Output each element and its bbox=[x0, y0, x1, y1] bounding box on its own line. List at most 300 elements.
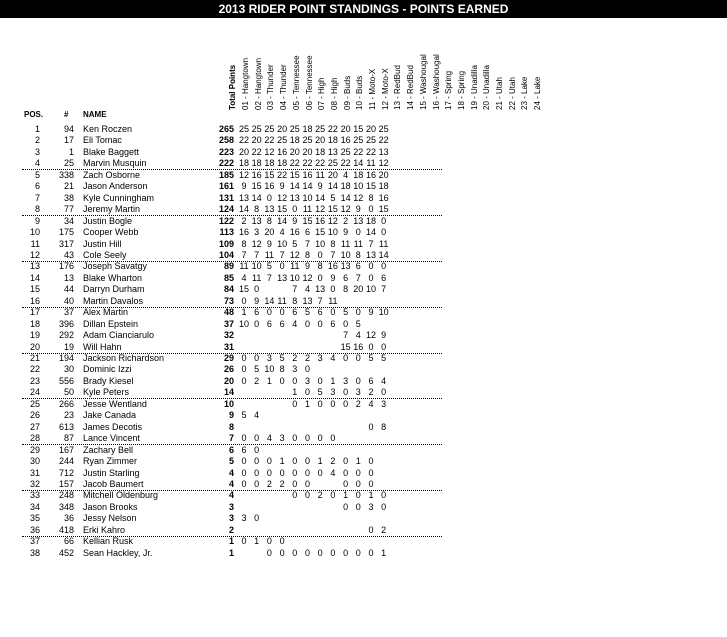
rider-position: 5 bbox=[34, 169, 40, 180]
event-points-cell: 22 bbox=[365, 146, 376, 157]
event-points-cell: 0 bbox=[381, 501, 387, 512]
rider-position: 9 bbox=[34, 215, 40, 226]
event-points-cell: 13 bbox=[378, 146, 389, 157]
event-points-cell: 25 bbox=[277, 135, 288, 146]
event-points-cell: 9 bbox=[368, 307, 374, 318]
event-points-cell: 0 bbox=[368, 524, 374, 535]
event-points-cell: 25 bbox=[238, 124, 249, 134]
event-points-cell: 11 bbox=[366, 158, 376, 169]
event-points-cell: 18 bbox=[378, 181, 389, 192]
rider-name: Jacob Baumert bbox=[83, 478, 144, 489]
event-points-cell: 4 bbox=[304, 284, 310, 295]
event-points-cell: 4 bbox=[241, 272, 247, 283]
rider-position: 16 bbox=[29, 295, 40, 306]
event-points-cell: 13 bbox=[315, 284, 326, 295]
event-points-cell: 1 bbox=[368, 490, 374, 501]
event-points-cell: 25 bbox=[289, 124, 300, 134]
event-points-cell: 0 bbox=[254, 456, 260, 467]
event-points-cell: 18 bbox=[365, 215, 376, 226]
event-points-cell: 9 bbox=[292, 215, 298, 226]
event-points-cell: 13 bbox=[264, 204, 275, 215]
event-header: 22 - Utah bbox=[507, 77, 517, 110]
rider-total-points: 222 bbox=[218, 158, 234, 169]
event-points-cell: 11 bbox=[264, 249, 275, 260]
event-points-cell: 5 bbox=[241, 410, 247, 421]
rider-number: 317 bbox=[58, 238, 74, 249]
rider-number: 17 bbox=[63, 135, 74, 146]
rider-position: 14 bbox=[29, 272, 40, 283]
event-points-cell: 1 bbox=[292, 387, 298, 398]
rider-total-points: 104 bbox=[218, 249, 234, 260]
event-points-cell: 2 bbox=[343, 215, 349, 226]
event-points-cell: 0 bbox=[279, 307, 285, 318]
event-points-cell: 16 bbox=[365, 169, 376, 180]
event-header: 01 - Hangtown bbox=[241, 57, 250, 110]
pos-header: POS. bbox=[24, 110, 44, 119]
rider-name: Cole Seely bbox=[83, 249, 127, 260]
event-points-cell: 0 bbox=[279, 467, 285, 478]
event-points-cell: 0 bbox=[254, 318, 260, 329]
event-points-cell: 9 bbox=[317, 181, 323, 192]
event-points-cell: 9 bbox=[304, 261, 310, 272]
event-points-cell: 6 bbox=[241, 444, 247, 455]
event-points-cell: 13 bbox=[277, 272, 288, 283]
event-points-cell: 9 bbox=[343, 227, 349, 238]
event-points-cell: 5 bbox=[368, 353, 374, 363]
rider-number: 175 bbox=[58, 227, 74, 238]
event-points-cell: 20 bbox=[289, 146, 300, 157]
event-points-cell: 22 bbox=[302, 158, 313, 169]
rider-position: 1 bbox=[34, 124, 40, 134]
event-points-cell: 16 bbox=[251, 169, 262, 180]
event-points-cell: 0 bbox=[381, 227, 387, 238]
event-header: 24 - Lake bbox=[533, 76, 543, 110]
event-points-cell: 0 bbox=[292, 478, 298, 489]
rider-number: 157 bbox=[58, 478, 74, 489]
rider-name: Dillan Epstein bbox=[83, 318, 139, 329]
event-header: 09 - Buds bbox=[342, 75, 352, 110]
rider-position: 24 bbox=[29, 387, 40, 398]
event-points-cell: 9 bbox=[279, 181, 285, 192]
event-points-cell: 11 bbox=[379, 238, 389, 249]
rider-name: Zach Osborne bbox=[83, 169, 141, 180]
event-points-cell: 13 bbox=[238, 192, 249, 203]
event-points-cell: 9 bbox=[330, 272, 336, 283]
event-points-cell: 0 bbox=[355, 227, 361, 238]
event-points-cell: 0 bbox=[368, 272, 374, 283]
event-points-cell: 10 bbox=[340, 249, 351, 260]
event-points-cell: 0 bbox=[254, 433, 260, 444]
event-points-cell: 0 bbox=[254, 444, 260, 455]
event-points-cell: 0 bbox=[266, 536, 272, 547]
event-points-cell: 6 bbox=[279, 318, 285, 329]
event-points-cell: 10 bbox=[289, 272, 300, 283]
event-points-cell: 7 bbox=[279, 249, 285, 260]
event-points-cell: 0 bbox=[317, 375, 323, 386]
event-points-cell: 10 bbox=[353, 181, 364, 192]
event-points-cell: 0 bbox=[355, 501, 361, 512]
event-points-cell: 4 bbox=[279, 227, 285, 238]
event-points-cell: 0 bbox=[368, 341, 374, 352]
rider-number: 13 bbox=[63, 272, 74, 283]
event-points-cell: 0 bbox=[292, 398, 298, 409]
event-points-cell: 2 bbox=[254, 375, 260, 386]
event-points-cell: 7 bbox=[330, 249, 336, 260]
rider-name: Jason Anderson bbox=[83, 181, 148, 192]
event-points-cell: 14 bbox=[264, 295, 275, 306]
event-points-cell: 5 bbox=[279, 353, 285, 363]
event-points-cell: 15 bbox=[327, 204, 338, 215]
rider-total-points: 10 bbox=[223, 398, 234, 409]
event-points-cell: 15 bbox=[340, 341, 351, 352]
rider-name: Justin Hill bbox=[83, 238, 122, 249]
event-header: 19 - Unadilla bbox=[469, 65, 479, 110]
event-points-cell: 20 bbox=[365, 124, 376, 134]
event-points-cell: 16 bbox=[238, 227, 249, 238]
event-points-cell: 6 bbox=[317, 307, 323, 318]
rider-total-points: 185 bbox=[218, 169, 234, 180]
rider-total-points: 258 bbox=[218, 135, 234, 146]
event-points-cell: 18 bbox=[277, 158, 288, 169]
rider-position: 21 bbox=[29, 353, 40, 363]
event-points-cell: 12 bbox=[238, 169, 249, 180]
event-points-cell: 7 bbox=[292, 284, 298, 295]
event-points-cell: 0 bbox=[304, 433, 310, 444]
page-title: 2013 RIDER POINT STANDINGS - POINTS EARNED bbox=[0, 0, 727, 18]
event-points-cell: 12 bbox=[365, 330, 376, 341]
rider-number: 66 bbox=[63, 536, 74, 547]
event-points-cell: 25 bbox=[353, 135, 364, 146]
event-points-cell: 3 bbox=[254, 227, 260, 238]
event-points-cell: 7 bbox=[254, 249, 260, 260]
event-points-cell: 5 bbox=[381, 353, 387, 363]
rider-position: 25 bbox=[29, 398, 40, 409]
event-points-cell: 10 bbox=[264, 364, 275, 375]
event-points-cell: 18 bbox=[264, 158, 275, 169]
event-points-cell: 0 bbox=[292, 375, 298, 386]
event-points-cell: 13 bbox=[251, 215, 262, 226]
event-header: 17 - Spring bbox=[444, 70, 454, 110]
rider-position: 20 bbox=[29, 341, 40, 352]
event-points-cell: 6 bbox=[381, 272, 387, 283]
rider-position: 12 bbox=[29, 249, 40, 260]
event-points-cell: 0 bbox=[266, 467, 272, 478]
event-points-cell: 1 bbox=[304, 398, 310, 409]
rider-total-points: 122 bbox=[218, 215, 234, 226]
rider-name: Cooper Webb bbox=[83, 227, 139, 238]
rider-position: 37 bbox=[29, 536, 40, 547]
event-points-cell: 0 bbox=[266, 307, 272, 318]
event-points-cell: 10 bbox=[365, 284, 376, 295]
event-points-cell: 2 bbox=[381, 524, 387, 535]
event-points-cell: 14 bbox=[251, 192, 262, 203]
event-points-cell: 14 bbox=[315, 192, 326, 203]
event-header: 08 - High bbox=[329, 77, 339, 110]
rider-name: Dominic Izzi bbox=[83, 364, 132, 375]
event-points-cell: 16 bbox=[327, 261, 338, 272]
event-points-cell: 12 bbox=[340, 204, 351, 215]
rider-number: 348 bbox=[58, 501, 74, 512]
event-points-cell: 6 bbox=[292, 307, 298, 318]
event-points-cell: 1 bbox=[317, 456, 323, 467]
event-points-cell: 2 bbox=[330, 456, 336, 467]
event-points-cell: 0 bbox=[355, 478, 361, 489]
event-points-cell: 6 bbox=[304, 227, 310, 238]
event-points-cell: 0 bbox=[368, 547, 374, 558]
rider-name: Adam Cianciarulo bbox=[83, 330, 155, 341]
event-points-cell: 0 bbox=[368, 204, 374, 215]
rider-position: 7 bbox=[34, 192, 40, 203]
rider-number: 25 bbox=[63, 158, 74, 169]
event-points-cell: 8 bbox=[343, 284, 349, 295]
event-points-cell: 0 bbox=[355, 490, 361, 501]
event-points-cell: 15 bbox=[264, 169, 275, 180]
event-points-cell: 18 bbox=[289, 135, 300, 146]
event-points-cell: 14 bbox=[327, 181, 338, 192]
event-points-cell: 0 bbox=[317, 318, 323, 329]
event-points-cell: 5 bbox=[254, 364, 260, 375]
event-points-cell: 0 bbox=[355, 307, 361, 318]
rider-position: 38 bbox=[29, 547, 40, 558]
event-points-cell: 2 bbox=[317, 490, 323, 501]
event-points-cell: 4 bbox=[343, 169, 349, 180]
event-points-cell: 0 bbox=[330, 433, 336, 444]
event-points-cell: 25 bbox=[251, 124, 262, 134]
event-points-cell: 3 bbox=[317, 353, 323, 363]
event-points-cell: 25 bbox=[365, 135, 376, 146]
event-points-cell: 0 bbox=[279, 536, 285, 547]
event-points-cell: 0 bbox=[266, 192, 272, 203]
event-points-cell: 4 bbox=[355, 330, 361, 341]
event-points-cell: 1 bbox=[254, 536, 260, 547]
event-points-cell: 0 bbox=[343, 501, 349, 512]
event-points-cell: 13 bbox=[289, 192, 300, 203]
rider-total-points: 2 bbox=[228, 524, 234, 535]
event-points-cell: 22 bbox=[289, 158, 300, 169]
event-points-cell: 4 bbox=[368, 398, 374, 409]
event-points-cell: 0 bbox=[368, 456, 374, 467]
event-points-cell: 6 bbox=[266, 318, 272, 329]
event-points-cell: 22 bbox=[353, 146, 364, 157]
event-points-cell: 1 bbox=[381, 547, 387, 558]
rider-position: 10 bbox=[29, 227, 40, 238]
rider-number: 19 bbox=[63, 341, 74, 352]
event-points-cell: 22 bbox=[340, 158, 351, 169]
rider-name: Ryan Zimmer bbox=[83, 456, 138, 467]
event-points-cell: 12 bbox=[315, 204, 326, 215]
event-points-cell: 0 bbox=[355, 467, 361, 478]
event-points-cell: 16 bbox=[289, 227, 300, 238]
event-points-cell: 4 bbox=[292, 318, 298, 329]
event-points-cell: 0 bbox=[304, 478, 310, 489]
rider-name: Justin Starling bbox=[83, 467, 140, 478]
event-points-cell: 0 bbox=[241, 353, 247, 363]
rider-number: 244 bbox=[58, 456, 74, 467]
event-points-cell: 3 bbox=[279, 433, 285, 444]
event-points-cell: 15 bbox=[315, 227, 326, 238]
event-header: 14 - RedBud bbox=[406, 65, 416, 110]
rider-name: Alex Martin bbox=[83, 307, 129, 318]
event-points-cell: 0 bbox=[317, 433, 323, 444]
event-points-cell: 25 bbox=[264, 124, 275, 134]
rider-number: 34 bbox=[63, 215, 74, 226]
event-points-cell: 20 bbox=[238, 146, 249, 157]
event-points-cell: 11 bbox=[239, 261, 249, 272]
total-points-header: Total Points bbox=[228, 64, 237, 110]
event-points-cell: 13 bbox=[340, 261, 351, 272]
rider-number: 712 bbox=[58, 467, 74, 478]
event-points-cell: 8 bbox=[241, 238, 247, 249]
event-points-cell: 14 bbox=[340, 192, 351, 203]
event-points-cell: 16 bbox=[378, 192, 389, 203]
rider-total-points: 73 bbox=[223, 295, 234, 306]
rider-position: 2 bbox=[34, 135, 40, 146]
event-points-cell: 8 bbox=[254, 204, 260, 215]
rider-total-points: 8 bbox=[228, 421, 234, 432]
event-points-cell: 14 bbox=[277, 215, 288, 226]
rider-number: 396 bbox=[58, 318, 74, 329]
rider-position: 19 bbox=[29, 330, 40, 341]
event-points-cell: 10 bbox=[251, 261, 262, 272]
rider-total-points: 7 bbox=[228, 433, 234, 444]
event-points-cell: 0 bbox=[343, 353, 349, 363]
event-points-cell: 15 bbox=[289, 169, 300, 180]
event-points-cell: 22 bbox=[327, 124, 338, 134]
event-points-cell: 2 bbox=[266, 478, 272, 489]
rider-total-points: 3 bbox=[228, 501, 234, 512]
event-points-cell: 0 bbox=[292, 433, 298, 444]
rider-total-points: 113 bbox=[219, 227, 234, 238]
event-points-cell: 8 bbox=[266, 215, 272, 226]
event-points-cell: 15 bbox=[365, 181, 376, 192]
event-header: 18 - Spring bbox=[456, 70, 466, 110]
event-points-cell: 1 bbox=[343, 490, 349, 501]
event-points-cell: 0 bbox=[304, 387, 310, 398]
rider-total-points: 48 bbox=[223, 307, 234, 318]
rider-position: 18 bbox=[29, 318, 40, 329]
rider-position: 31 bbox=[29, 467, 40, 478]
event-points-cell: 6 bbox=[368, 375, 374, 386]
rider-total-points: 265 bbox=[218, 124, 234, 134]
event-header: 06 - Tennessee bbox=[304, 55, 314, 110]
event-points-cell: 15 bbox=[302, 215, 313, 226]
event-points-cell: 11 bbox=[328, 295, 338, 306]
event-points-cell: 18 bbox=[327, 135, 338, 146]
rider-total-points: 14 bbox=[223, 387, 234, 398]
event-points-cell: 8 bbox=[317, 261, 323, 272]
event-points-cell: 9 bbox=[241, 181, 247, 192]
event-points-cell: 4 bbox=[330, 353, 336, 363]
number-header: # bbox=[64, 110, 69, 119]
event-points-cell: 0 bbox=[355, 375, 361, 386]
rider-total-points: 4 bbox=[228, 467, 234, 478]
event-points-cell: 10 bbox=[315, 238, 326, 249]
event-points-cell: 0 bbox=[254, 353, 260, 363]
event-points-cell: 0 bbox=[241, 467, 247, 478]
event-points-cell: 6 bbox=[254, 307, 260, 318]
rider-total-points: 84 bbox=[223, 284, 234, 295]
rider-position: 3 bbox=[34, 146, 40, 157]
event-points-cell: 1 bbox=[330, 375, 336, 386]
event-points-cell: 0 bbox=[381, 490, 387, 501]
event-points-cell: 1 bbox=[355, 456, 361, 467]
event-points-cell: 0 bbox=[330, 398, 336, 409]
event-points-cell: 0 bbox=[304, 364, 310, 375]
rider-number: 38 bbox=[63, 192, 74, 203]
event-points-cell: 22 bbox=[315, 158, 326, 169]
event-points-cell: 0 bbox=[266, 456, 272, 467]
event-points-cell: 0 bbox=[241, 364, 247, 375]
event-points-cell: 2 bbox=[304, 353, 310, 363]
rider-position: 34 bbox=[29, 501, 40, 512]
rider-number: 30 bbox=[63, 364, 74, 375]
event-points-cell: 12 bbox=[264, 146, 275, 157]
event-header: 16 - Washougal bbox=[431, 54, 441, 110]
rider-total-points: 89 bbox=[223, 261, 234, 272]
event-points-cell: 7 bbox=[381, 284, 387, 295]
rider-name: Jeremy Martin bbox=[83, 204, 141, 215]
rider-position: 4 bbox=[34, 158, 40, 169]
rider-total-points: 5 bbox=[228, 456, 234, 467]
rider-number: 94 bbox=[63, 124, 74, 134]
rider-name: Jake Canada bbox=[83, 410, 137, 421]
event-points-cell: 0 bbox=[355, 353, 361, 363]
event-points-cell: 0 bbox=[317, 547, 323, 558]
rider-position: 26 bbox=[29, 410, 40, 421]
rider-total-points: 223 bbox=[218, 146, 234, 157]
event-points-cell: 0 bbox=[241, 295, 247, 306]
event-points-cell: 0 bbox=[279, 547, 285, 558]
rider-position: 8 bbox=[34, 204, 40, 215]
rider-number: 87 bbox=[63, 433, 74, 444]
event-points-cell: 25 bbox=[327, 158, 338, 169]
event-points-cell: 5 bbox=[304, 307, 310, 318]
rider-name: James Decotis bbox=[83, 421, 143, 432]
event-points-cell: 10 bbox=[378, 307, 389, 318]
event-points-cell: 22 bbox=[238, 135, 249, 146]
rider-name: Jason Brooks bbox=[83, 501, 138, 512]
event-points-cell: 0 bbox=[330, 307, 336, 318]
rider-position: 27 bbox=[29, 421, 40, 432]
event-points-cell: 0 bbox=[330, 547, 336, 558]
event-points-cell: 2 bbox=[355, 398, 361, 409]
rider-name: Justin Bogle bbox=[83, 215, 133, 226]
event-points-cell: 12 bbox=[302, 272, 313, 283]
rider-position: 23 bbox=[29, 375, 40, 386]
event-points-cell: 5 bbox=[330, 192, 336, 203]
rider-name: Kyle Cunningham bbox=[83, 192, 155, 203]
event-points-cell: 6 bbox=[330, 318, 336, 329]
rider-number: 77 bbox=[63, 204, 74, 215]
rider-name: Zachary Bell bbox=[83, 444, 134, 455]
event-points-cell: 16 bbox=[315, 215, 326, 226]
event-points-cell: 3 bbox=[330, 387, 336, 398]
event-points-cell: 0 bbox=[343, 398, 349, 409]
event-points-cell: 20 bbox=[277, 124, 288, 134]
event-points-cell: 9 bbox=[355, 204, 361, 215]
event-points-cell: 11 bbox=[353, 238, 363, 249]
rider-total-points: 26 bbox=[223, 364, 234, 375]
event-points-cell: 15 bbox=[238, 284, 249, 295]
rider-name: Mitchell Oldenburg bbox=[83, 490, 159, 501]
event-points-cell: 11 bbox=[315, 169, 325, 180]
rider-position: 11 bbox=[30, 238, 40, 249]
rider-number: 418 bbox=[58, 524, 74, 535]
rider-name: Sean Hackley, Jr. bbox=[83, 547, 153, 558]
event-points-cell: 12 bbox=[353, 192, 364, 203]
rider-number: 266 bbox=[58, 398, 74, 409]
event-points-cell: 10 bbox=[327, 227, 338, 238]
